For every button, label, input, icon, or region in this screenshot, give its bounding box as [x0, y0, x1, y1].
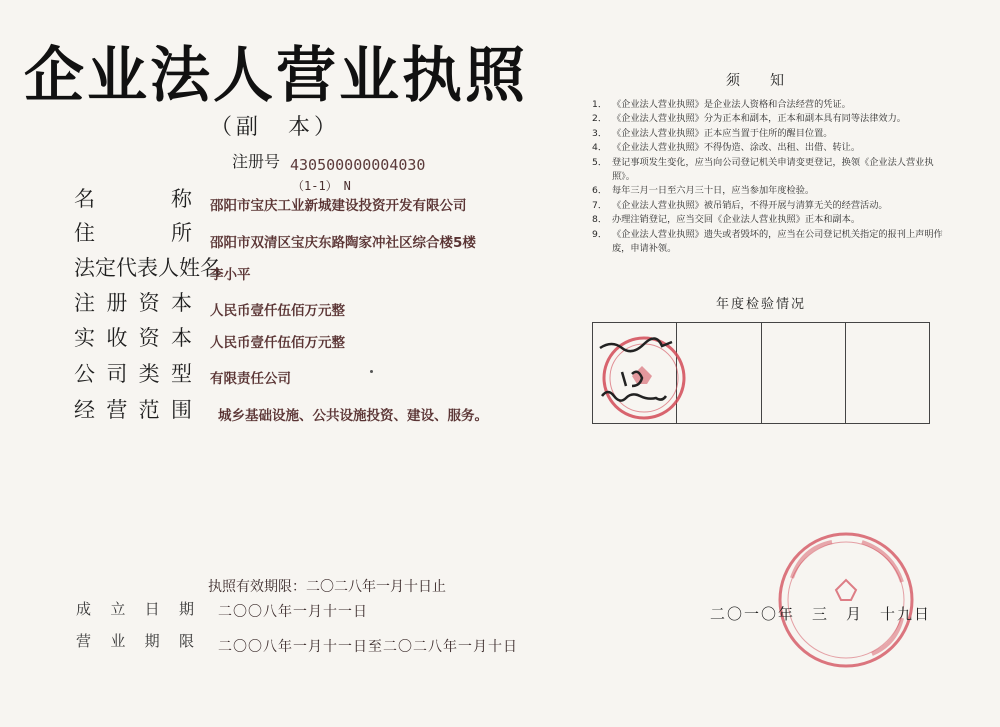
document-title: 企业法人营业执照: [24, 41, 528, 111]
label-business-term: 营 业 期 限: [76, 632, 194, 650]
label-paid-in-capital: 实 收 资 本: [74, 326, 192, 350]
license-validity: 执照有效期限：二〇二八年一月十日止: [208, 579, 446, 595]
ink-speck: [370, 370, 373, 373]
notice-item: 8． 办理注销登记，应当交回《企业法人营业执照》正本和副本。: [592, 214, 861, 226]
label-business-scope: 经 营 范 围: [74, 398, 192, 422]
inspection-cell: [846, 323, 929, 423]
value-address: 邵阳市双清区宝庆东路陶家冲社区综合楼5楼: [210, 235, 476, 251]
value-legal-representative: 李小平: [210, 267, 251, 283]
registration-label: 注册号: [232, 152, 281, 171]
notice-item: 4． 《企业法人营业执照》不得伪造、涂改、出租、出借、转让。: [592, 142, 861, 154]
label-registered-capital: 注 册 资 本: [74, 291, 192, 315]
notice-item: 5． 登记事项发生变化，应当向公司登记机关申请变更登记，换领《企业法人营业执照》。: [592, 156, 934, 183]
label-name: 名 称: [74, 187, 192, 211]
registration-sub: （1-1） N: [292, 179, 351, 193]
label-address: 住 所: [74, 221, 192, 245]
notice-item: 3． 《企业法人营业执照》正本应当置于住所的醒目位置。: [592, 127, 833, 139]
value-registered-capital: 人民币壹仟伍佰万元整: [210, 303, 345, 319]
value-company-name: 邵阳市宝庆工业新城建设投资开发有限公司: [210, 198, 467, 214]
value-business-term: 二〇〇八年一月十一日至二〇二八年一月十日: [218, 639, 518, 655]
notice-item: 2． 《企业法人营业执照》分为正本和副本，正本和副本具有同等法律效力。: [592, 113, 906, 125]
notice-item: 9． 《企业法人营业执照》遗失或者毁坏的，应当在公司登记机关指定的报刊上声明作废，申请补领。: [592, 228, 943, 255]
value-business-scope: 城乡基础设施、公共设施投资、建设、服务。: [218, 408, 488, 424]
issue-date: 二〇一〇年 三 月 十九日: [710, 605, 932, 623]
annual-inspection-title: 年度检验情况: [716, 297, 807, 312]
notice-list: [592, 98, 952, 256]
label-legal-representative: 法定代表人姓名: [74, 256, 221, 280]
value-company-type: 有限责任公司: [210, 371, 291, 387]
registration-seal-icon: [762, 518, 922, 668]
value-establishment-date: 二〇〇八年一月十一日: [218, 604, 368, 620]
notice-title: 须知: [726, 73, 814, 89]
label-establishment-date: 成 立 日 期: [76, 600, 194, 618]
inspection-cell: [762, 323, 846, 423]
notice-item: 6． 每年三月一日至六月三十日，应当参加年度检验。: [592, 185, 815, 197]
value-paid-in-capital: 人民币壹仟伍佰万元整: [210, 335, 345, 351]
registration-number: 430500000004030: [290, 156, 426, 174]
notice-item: 1． 《企业法人营业执照》是企业法人资格和合法经营的凭证。: [592, 99, 851, 110]
notice-item: 7． 《企业法人营业执照》被吊销后，不得开展与清算无关的经营活动。: [592, 199, 888, 211]
inspection-stamp-icon: [592, 326, 692, 426]
label-company-type: 公 司 类 型: [74, 362, 192, 386]
document-subtitle: （副 本）: [210, 115, 341, 140]
